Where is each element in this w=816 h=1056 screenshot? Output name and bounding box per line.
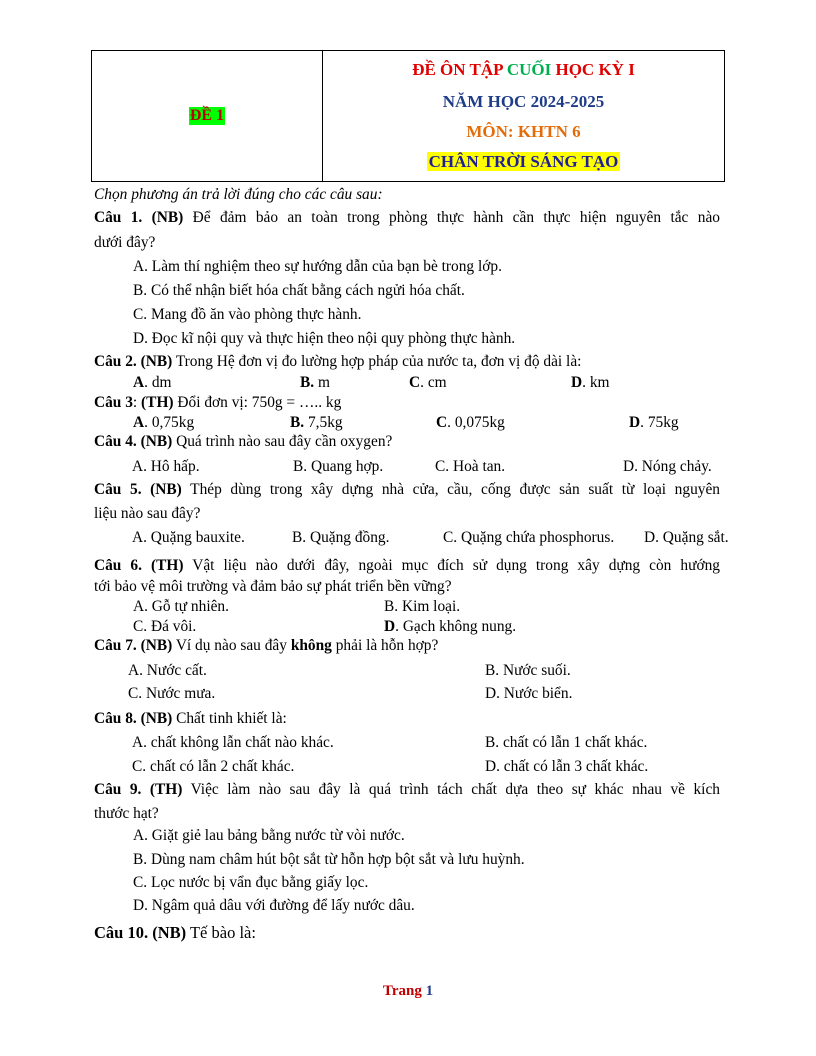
exam-title: ĐỀ ÔN TẬP CUỐI HỌC KỲ I xyxy=(412,60,635,79)
q1-option-d: D. Đọc kĩ nội quy và thực hiện theo nội quy phòng thực hành. xyxy=(133,330,516,347)
q6-option-b: B. Kim loại. xyxy=(384,598,461,615)
question-9-cont: thước hạt? xyxy=(94,805,159,822)
q3-option-d: D. 75kg xyxy=(629,414,679,431)
question-10: Câu 10. (NB) Tế bào là: xyxy=(94,923,256,942)
q2-option-b: B. m xyxy=(300,374,330,391)
q9-option-c: C. Lọc nước bị vẩn đục bằng giấy lọc. xyxy=(133,874,369,891)
q4-option-b: B. Quang hợp. xyxy=(293,458,384,475)
q4-option-a: A. Hô hấp. xyxy=(132,458,200,475)
q3-option-c: C. 0,075kg xyxy=(436,414,505,431)
q2-option-a: A. dm xyxy=(133,374,172,391)
exam-code: ĐỀ 1 xyxy=(189,107,225,124)
q6-option-c: C. Đá vôi. xyxy=(133,618,197,635)
q8-option-a: A. chất không lẫn chất nào khác. xyxy=(132,734,334,751)
instruction: Chọn phương án trả lời đúng cho các câu sau: xyxy=(94,186,383,203)
q8-option-d: D. chất có lẫn 3 chất khác. xyxy=(485,758,649,775)
school-year: NĂM HỌC 2024-2025 xyxy=(442,92,605,111)
question-8: Câu 8. (NB) Chất tinh khiết là: xyxy=(94,710,287,727)
q7-option-d: D. Nước biển. xyxy=(485,685,573,702)
q9-option-b: B. Dùng nam châm hút bột sắt từ hỗn hợp bột sắt và lưu huỳnh. xyxy=(133,851,525,868)
question-4: Câu 4. (NB) Quá trình nào sau đây cần oxygen? xyxy=(94,433,393,450)
q2-option-c: C. cm xyxy=(409,374,447,391)
q6-option-d: D. Gạch không nung. xyxy=(384,618,517,635)
book-series: CHÂN TRỜI SÁNG TẠO xyxy=(428,152,619,171)
header-left-cell xyxy=(92,51,323,181)
question-6: Câu 6. (TH) Vật liệu nào dưới đây, ngoài mục đích sử dụng trong xây dựng còn hướng xyxy=(94,557,720,574)
header-right-cell xyxy=(323,51,724,181)
q7-option-a: A. Nước cất. xyxy=(128,662,207,679)
question-1: Câu 1. (NB) Để đảm bảo an toàn trong phòng thực hành cần thực hiện nguyên tắc nào xyxy=(94,209,720,226)
q5-option-a: A. Quặng bauxite. xyxy=(132,529,245,546)
question-5: Câu 5. (NB) Thép dùng trong xây dựng nhà cửa, cầu, cống được sản suất từ loại nguyên xyxy=(94,481,720,498)
q5-option-d: D. Quặng sắt. xyxy=(644,529,729,546)
q8-option-b: B. chất có lẫn 1 chất khác. xyxy=(485,734,648,751)
header-table xyxy=(91,50,725,182)
question-3: Câu 3: (TH) Đổi đơn vị: 750g = ….. kg xyxy=(94,394,342,411)
q6-option-a: A. Gỗ tự nhiên. xyxy=(133,598,229,615)
question-7: Câu 7. (NB) Ví dụ nào sau đây không phải là hỗn hợp? xyxy=(94,637,439,654)
q1-option-a: A. Làm thí nghiệm theo sự hướng dẫn của bạn bè trong lớp. xyxy=(133,258,502,275)
q2-option-d: D. km xyxy=(571,374,610,391)
q5-option-b: B. Quặng đồng. xyxy=(292,529,390,546)
q8-option-c: C. chất có lẫn 2 chất khác. xyxy=(132,758,295,775)
q3-option-b: B. 7,5kg xyxy=(290,414,343,431)
page-number: 1 xyxy=(425,983,434,999)
q4-option-d: D. Nóng chảy. xyxy=(623,458,712,475)
q1-option-c: C. Mang đồ ăn vào phòng thực hành. xyxy=(133,306,362,323)
page-footer xyxy=(0,983,816,1000)
question-2: Câu 2. (NB) Trong Hệ đơn vị đo lường hợp pháp của nước ta, đơn vị độ dài là: xyxy=(94,353,582,370)
question-1-cont: dưới đây? xyxy=(94,234,156,251)
question-6-cont: tới bảo vệ môi trường và đảm bảo sự phát triển bền vững? xyxy=(94,578,452,595)
q9-option-d: D. Ngâm quả dâu với đường để lấy nước dâu. xyxy=(133,897,415,914)
q9-option-a: A. Giặt giẻ lau bảng bằng nước từ vòi nước. xyxy=(133,827,405,844)
question-5-cont: liệu nào sau đây? xyxy=(94,505,201,522)
q4-option-c: C. Hoà tan. xyxy=(435,458,506,475)
q1-option-b: B. Có thể nhận biết hóa chất bằng cách ngửi hóa chất. xyxy=(133,282,465,299)
question-9: Câu 9. (TH) Việc làm nào sau đây là quá trình tách chất dựa theo sự khác nhau về kích xyxy=(94,781,720,798)
q3-option-a: A. 0,75kg xyxy=(133,414,195,431)
q7-option-b: B. Nước suối. xyxy=(485,662,571,679)
q7-option-c: C. Nước mưa. xyxy=(128,685,216,702)
page-word: Trang xyxy=(382,983,426,999)
subject: MÔN: KHTN 6 xyxy=(466,122,581,141)
q5-option-c: C. Quặng chứa phosphorus. xyxy=(443,529,615,546)
